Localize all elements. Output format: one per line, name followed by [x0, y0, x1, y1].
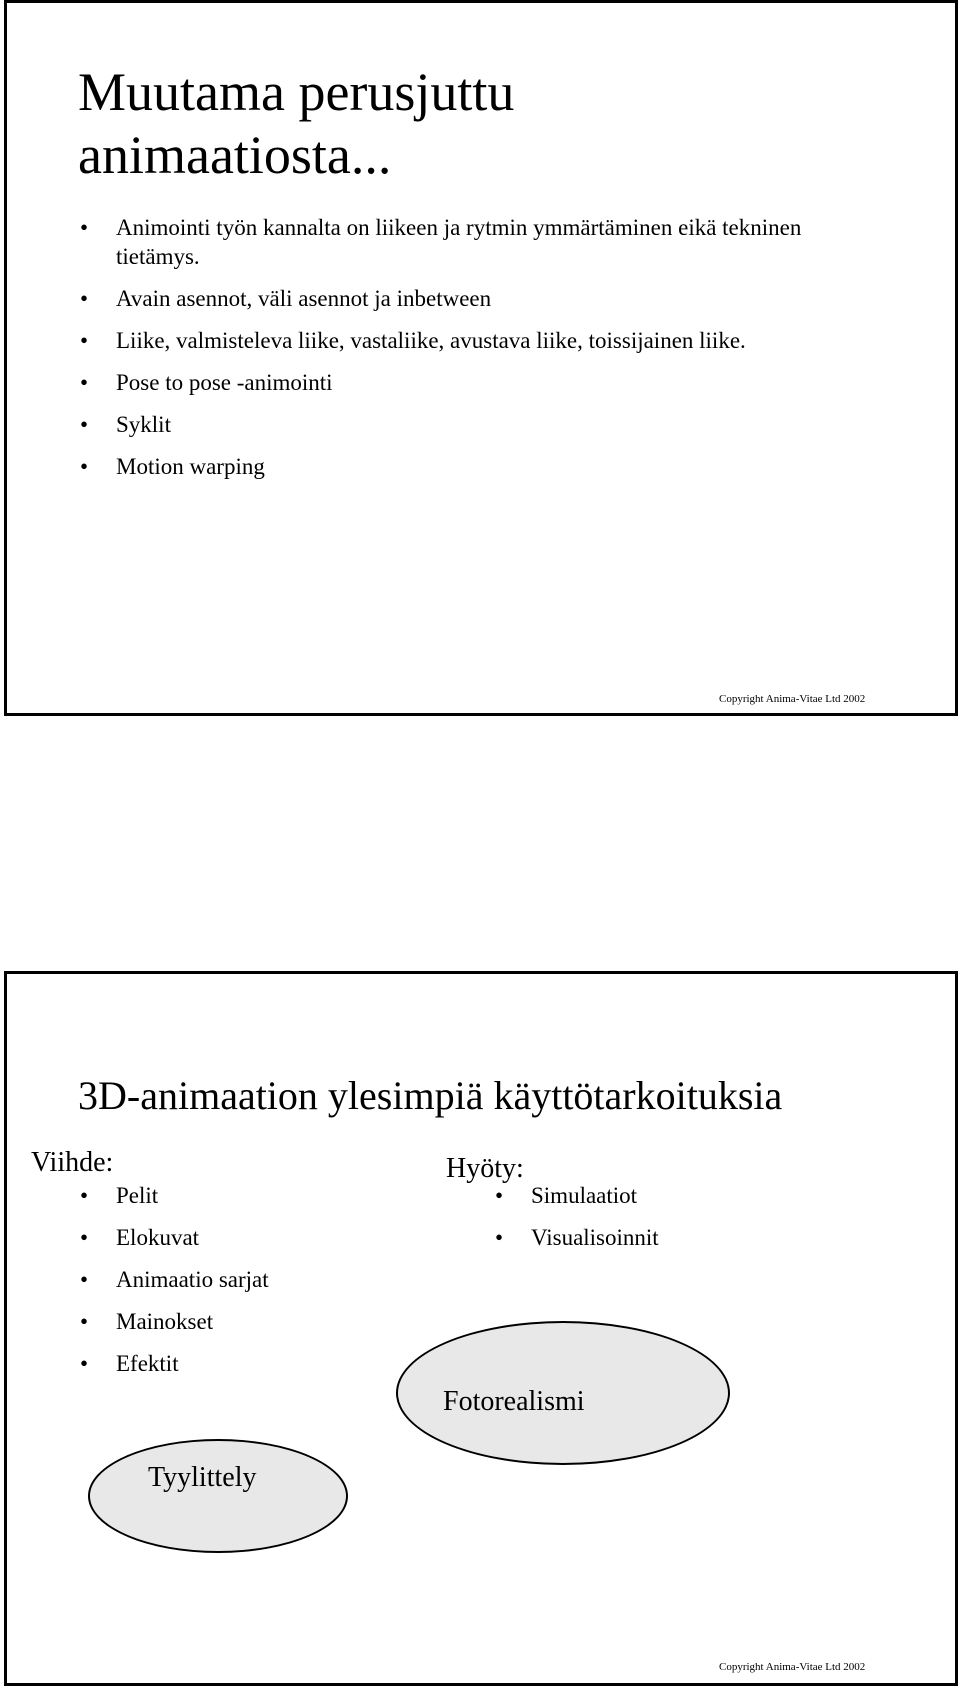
slide-1-copyright: Copyright Anima-Vitae Ltd 2002 [719, 693, 866, 705]
list-item [80, 1181, 269, 1210]
slide-1-title-line-2: animaatiosta... [78, 125, 392, 185]
hyoty-heading: Hyöty: [446, 1153, 524, 1184]
tyylittely-label: Tyylittely [148, 1462, 257, 1493]
list-item [80, 213, 840, 271]
list-item-text: Efektit [116, 1351, 179, 1376]
list-item-text: Simulaatiot [531, 1183, 638, 1208]
list-item [80, 1265, 269, 1294]
list-item [80, 1349, 269, 1378]
list-item [80, 368, 840, 397]
slide-1-title [78, 61, 514, 187]
list-item-text: Pelit [116, 1183, 159, 1208]
list-item [80, 410, 840, 439]
list-item [495, 1181, 659, 1210]
list-item-text: Pose to pose -animointi [116, 370, 333, 395]
list-item [80, 284, 840, 313]
bullet-icon: • [80, 328, 89, 353]
list-item [80, 1223, 269, 1252]
bullet-icon: • [80, 215, 89, 240]
list-item-text: Avain asennot, väli asennot ja inbetween [116, 286, 492, 311]
list-item [80, 1307, 269, 1336]
bullet-icon: • [80, 286, 89, 311]
viihde-list [80, 1181, 269, 1391]
bullet-icon: • [80, 370, 89, 395]
tyylittely-ellipse [88, 1439, 348, 1553]
slide-1-title-line-1: Muutama perusjuttu [78, 62, 515, 122]
list-item-text: Mainokset [116, 1309, 214, 1334]
list-item-text: Elokuvat [116, 1225, 200, 1250]
slide-2-title: 3D-animaation ylesimpiä käyttötarkoituksia [78, 1073, 783, 1118]
bullet-icon: • [80, 1309, 89, 1334]
bullet-icon: • [80, 1183, 89, 1208]
slide-1-bullet-list [80, 213, 840, 494]
slide-2-copyright: Copyright Anima-Vitae Ltd 2002 [719, 1661, 866, 1673]
bullet-icon: • [80, 454, 89, 479]
list-item-text: Motion warping [116, 454, 265, 479]
bullet-icon: • [80, 1351, 89, 1376]
fotorealismi-label: Fotorealismi [443, 1386, 585, 1417]
list-item-text: Liike, valmisteleva liike, vastaliike, avustava liike, toissijainen liike. [116, 328, 746, 353]
list-item-text: Visualisoinnit [531, 1225, 659, 1250]
list-item [80, 452, 840, 481]
bullet-icon: • [80, 1267, 89, 1292]
list-item-text: Animointi työn kannalta on liikeen ja rytmin ymmärtäminen eikä tekninen tietämys. [116, 215, 802, 269]
slide-1 [4, 0, 958, 716]
viihde-heading: Viihde: [31, 1147, 114, 1178]
list-item-text: Syklit [116, 412, 171, 437]
list-item-text: Animaatio sarjat [116, 1267, 269, 1292]
bullet-icon: • [495, 1225, 504, 1250]
slide-2 [4, 971, 958, 1686]
bullet-icon: • [80, 412, 89, 437]
hyoty-list [495, 1181, 659, 1265]
list-item [495, 1223, 659, 1252]
bullet-icon: • [495, 1183, 504, 1208]
list-item [80, 326, 840, 355]
bullet-icon: • [80, 1225, 89, 1250]
